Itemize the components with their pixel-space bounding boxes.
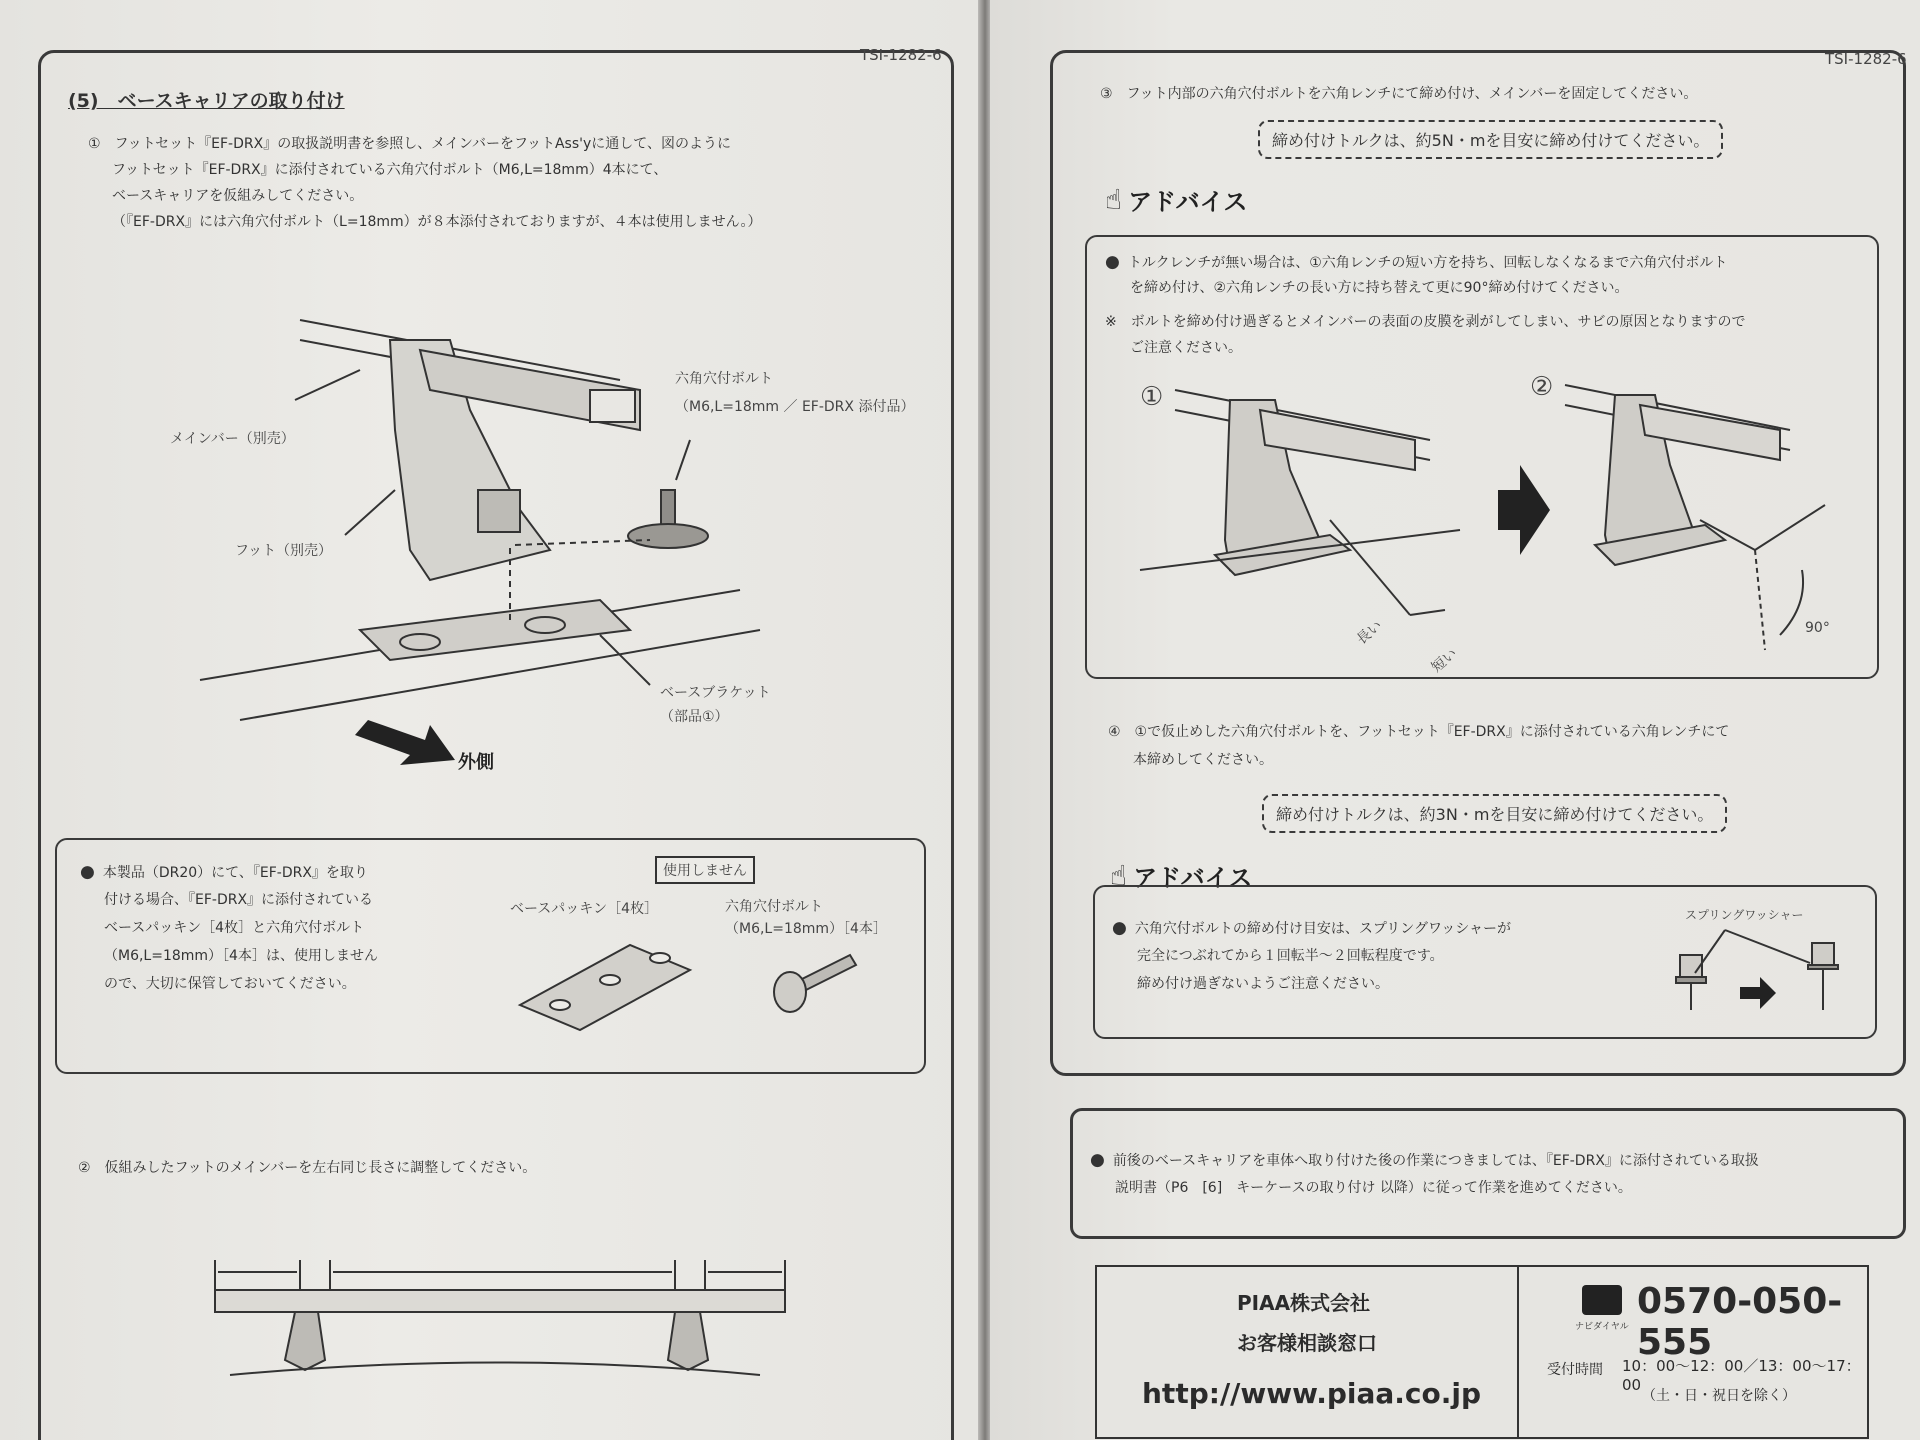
notice-line1: ● 本製品（DR20）にて、『EF-DRX』を取り [80,862,368,883]
figure-number-1: ① [1140,382,1164,412]
advice2-line1: ● 六角穴付ボルトの締め付け目安は、スプリングワッシャーが [1112,918,1511,939]
advice-title-1: アドバイス [1128,188,1248,216]
notice-line5: ので、大切に保管しておいてください。 [104,976,356,992]
figure-number-2: ② [1530,372,1554,402]
closed-days: （土・日・祝日を除く） [1642,1388,1796,1404]
section-title: (5) ベースキャリアの取り付け [68,90,345,112]
right-page [990,0,1920,1440]
advice2-line2: 完全につぶれてから１回転半〜２回転程度です。 [1137,948,1444,964]
final-note-line2: 説明書（P6 [6] キーケースの取り付け 以降）に従って作業を進めてください。 [1115,1180,1632,1196]
short-label: 短い [1428,645,1461,676]
angle-label: 90° [1805,620,1830,636]
foot-label: フット（別売） [235,543,333,559]
advice1-line1: ● トルクレンチが無い場合は、①六角レンチの短い方を持ち、回転しなくなるまで六角穴付ボルト [1105,252,1727,273]
notice-line3: ベースパッキン［4枚］と六角穴付ボルト [104,920,365,936]
customer-desk: お客様相談窓口 [1237,1331,1377,1355]
step1-line3: ベースキャリアを仮組みしてください。 [112,188,364,204]
notice-bolt-spec: （M6,L=18mm）［4本］ [725,921,887,937]
notice-line4: （M6,L=18mm）［4本］は、使用しません [104,948,378,964]
step2-text: ② 仮組みしたフットのメインバーを左右同じ長さに調整してください。 [78,1160,537,1176]
wrench-steps-illustration [990,370,1920,670]
final-note-line1: ● 前後のベースキャリアを車体へ取り付けた後の作業につきましては、『EF-DRX』に添付されている取扱 [1090,1150,1759,1171]
torque-box-1: 締め付けトルクは、約5N・mを目安に締め付けてください。 [1258,120,1723,159]
hours-text: 10：00〜12：00／13：00〜17：00 [1622,1357,1861,1394]
notice-line2: 付ける場合、『EF-DRX』に添付されている [104,892,374,908]
bolt-spec-label: （M6,L=18mm ／ EF-DRX 添付品） [675,399,915,415]
phone-number: 0570-050-555 [1637,1281,1843,1363]
main-bar-label: メインバー（別売） [170,431,295,447]
spring-washer-label: スプリングワッシャー [1685,908,1804,922]
advice-heading-1 [1105,182,1247,217]
spring-washer-illustration [990,925,1920,1045]
step1-line4: （『EF-DRX』には六角穴付ボルト（L=18mm）が８本添付されておりますが、４本は使用しません。） [112,214,762,230]
navi-dial-icon [1582,1285,1622,1315]
advice1-line2: を締め付け、②六角レンチの長い方に持ち替えて更に90°締め付けてください。 [1130,280,1629,296]
step4-line2: 本締めしてください。 [1133,752,1273,768]
pointing-hand-icon: ☝ [1105,183,1123,216]
bar-length-illustration [0,1230,980,1440]
long-label: 長い [1353,617,1386,648]
step1-line2: フットセット『EF-DRX』に添付されている六角穴付ボルト（M6,L=18mm）4本にて、 [112,162,668,178]
step3-text: ③ フット内部の六角穴付ボルトを六角レンチにて締め付け、メインバーを固定してください。 [1100,86,1698,102]
final-note-box [1070,1108,1906,1239]
company-name: PIAA株式会社 [1237,1291,1371,1315]
unused-tag: 使用しません [655,856,755,884]
advice2-line3: 締め付け過ぎないようご注意ください。 [1137,976,1389,992]
assembly-illustration [0,280,980,800]
advice-title-2: アドバイス [1133,864,1253,892]
base-bracket-part-label: （部品①） [660,709,729,725]
packing-and-bolt-illustration [0,930,980,1130]
outside-label: 外側 [458,752,494,773]
website-link[interactable]: http://www.piaa.co.jp [1142,1377,1482,1410]
caution-line1: ※ ボルトを締め付け過ぎるとメインバーの表面の皮膜を剥がしてしまい、サビの原因となりますので [1105,314,1746,330]
navi-logo-text: ナビダイヤル [1575,1322,1629,1332]
step1-line1: ① フットセット『EF-DRX』の取扱説明書を参照し、メインバーをフットAss'yに通して、図のように [88,136,731,152]
contact-block [1095,1265,1869,1439]
hours-label: 受付時間 [1547,1362,1603,1378]
step4-line1: ④ ①で仮止めした六角穴付ボルトを、フットセット『EF-DRX』に添付されている六角レンチにて [1108,724,1730,740]
caution-line2: ご注意ください。 [1130,340,1242,356]
contact-left-cell [1097,1267,1519,1437]
base-bracket-label: ベースブラケット [660,685,771,701]
bolt-label: 六角穴付ボルト [675,371,773,387]
doc-code-right: TSI-1282-6 [1825,50,1907,68]
torque-box-2: 締め付けトルクは、約3N・mを目安に締め付けてください。 [1262,794,1727,833]
notice-bolt-label: 六角穴付ボルト [725,899,823,915]
doc-code-left: TSI-1282-6 [860,46,942,64]
packing-label: ベースパッキン［4枚］ [510,901,659,917]
pointing-hand-icon-2: ☝ [1110,859,1128,892]
